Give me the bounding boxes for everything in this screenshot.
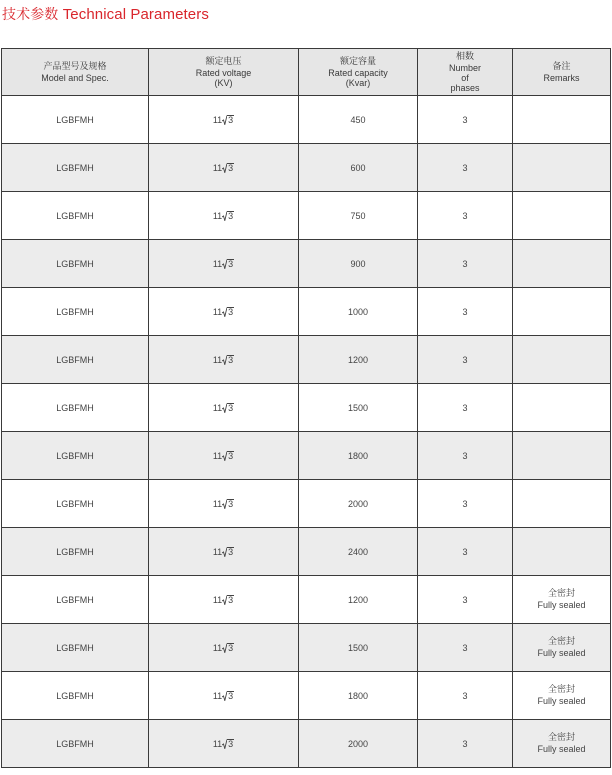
cell-rated-capacity: 1800 [299, 432, 418, 480]
header-rated-voltage [149, 49, 299, 96]
cell-rated-voltage [149, 480, 299, 528]
voltage-radicand: 3 [228, 402, 234, 413]
voltage-expression [213, 163, 234, 173]
cell-rated-capacity: 2400 [299, 528, 418, 576]
voltage-coefficient: 11 [212, 354, 223, 365]
cell-phases: 3 [418, 624, 513, 672]
voltage-coefficient: 11 [212, 594, 223, 605]
cell-remarks [513, 720, 611, 768]
cell-remarks [513, 528, 611, 576]
cell-phases: 3 [418, 720, 513, 768]
cell-model: LGBFMH [2, 480, 149, 528]
cell-rated-voltage [149, 240, 299, 288]
cell-remarks [513, 288, 611, 336]
cell-remarks [513, 432, 611, 480]
cell-remarks [513, 144, 611, 192]
table-row [2, 192, 611, 240]
header-model-en: Model and Spec. [41, 72, 109, 83]
cell-phases: 3 [418, 336, 513, 384]
table-row [2, 480, 611, 528]
voltage-radicand: 3 [228, 354, 234, 365]
voltage-expression [213, 403, 234, 413]
header-rated-capacity [299, 49, 418, 96]
voltage-coefficient: 11 [212, 306, 223, 317]
voltage-radicand: 3 [228, 306, 234, 317]
voltage-coefficient: 11 [212, 546, 223, 557]
header-remarks [513, 49, 611, 96]
remark-zh: 全密封 [547, 636, 575, 647]
voltage-expression [213, 499, 234, 509]
page-title-en: Technical Parameters [62, 6, 209, 23]
table-body [2, 96, 611, 768]
voltage-coefficient: 11 [212, 498, 223, 509]
cell-rated-capacity: 750 [299, 192, 418, 240]
cell-phases: 3 [418, 96, 513, 144]
cell-model: LGBFMH [2, 672, 149, 720]
cell-phases: 3 [418, 240, 513, 288]
cell-phases: 3 [418, 528, 513, 576]
cell-rated-capacity: 2000 [299, 720, 418, 768]
voltage-radicand: 3 [228, 738, 234, 749]
header-remarks-zh: 备注 [552, 61, 571, 72]
header-model-zh: 产品型号及规格 [43, 61, 107, 72]
header-capacity-en-1: Rated capacity [328, 67, 388, 78]
cell-phases: 3 [418, 432, 513, 480]
cell-rated-capacity: 600 [299, 144, 418, 192]
cell-model: LGBFMH [2, 624, 149, 672]
cell-rated-voltage [149, 672, 299, 720]
voltage-expression [213, 643, 234, 653]
cell-model: LGBFMH [2, 720, 149, 768]
cell-remarks [513, 480, 611, 528]
table-row [2, 240, 611, 288]
cell-phases: 3 [418, 144, 513, 192]
table-row [2, 576, 611, 624]
cell-rated-voltage [149, 288, 299, 336]
cell-model: LGBFMH [2, 336, 149, 384]
voltage-coefficient: 11 [212, 162, 223, 173]
cell-rated-capacity: 1500 [299, 624, 418, 672]
cell-phases: 3 [418, 672, 513, 720]
page-title [2, 4, 209, 24]
table-row [2, 624, 611, 672]
remark-en: Fully sealed [537, 743, 586, 754]
remark-zh: 全密封 [547, 732, 575, 743]
technical-parameters-table [1, 48, 611, 768]
table-row [2, 288, 611, 336]
remark-zh: 全密封 [547, 588, 575, 599]
cell-phases: 3 [418, 480, 513, 528]
remark-en: Fully sealed [537, 647, 586, 658]
voltage-expression [213, 547, 234, 557]
voltage-radicand: 3 [228, 258, 234, 269]
voltage-expression [213, 739, 234, 749]
voltage-coefficient: 11 [212, 450, 223, 461]
table-row [2, 96, 611, 144]
cell-rated-voltage [149, 720, 299, 768]
voltage-radicand: 3 [228, 114, 234, 125]
voltage-radicand: 3 [228, 450, 234, 461]
voltage-radicand: 3 [228, 594, 234, 605]
table-row [2, 144, 611, 192]
header-voltage-zh: 额定电压 [205, 56, 242, 67]
cell-remarks [513, 240, 611, 288]
voltage-coefficient: 11 [212, 738, 223, 749]
table-row [2, 528, 611, 576]
cell-model: LGBFMH [2, 528, 149, 576]
cell-remarks [513, 384, 611, 432]
cell-remarks [513, 96, 611, 144]
voltage-expression [213, 211, 234, 221]
voltage-coefficient: 11 [212, 210, 223, 221]
voltage-expression [213, 451, 234, 461]
cell-rated-capacity: 1200 [299, 576, 418, 624]
header-voltage-en-2: (KV) [214, 77, 233, 88]
cell-phases: 3 [418, 384, 513, 432]
voltage-coefficient: 11 [212, 642, 223, 653]
cell-rated-voltage [149, 144, 299, 192]
cell-remarks [513, 192, 611, 240]
cell-model: LGBFMH [2, 288, 149, 336]
header-voltage-en-1: Rated voltage [195, 67, 252, 78]
cell-remarks [513, 624, 611, 672]
cell-model: LGBFMH [2, 384, 149, 432]
cell-model: LGBFMH [2, 576, 149, 624]
cell-model: LGBFMH [2, 192, 149, 240]
cell-model: LGBFMH [2, 432, 149, 480]
cell-model: LGBFMH [2, 96, 149, 144]
table-row [2, 432, 611, 480]
voltage-radicand: 3 [228, 690, 234, 701]
voltage-radicand: 3 [228, 642, 234, 653]
cell-rated-capacity: 2000 [299, 480, 418, 528]
remark-en: Fully sealed [537, 695, 586, 706]
voltage-radicand: 3 [228, 498, 234, 509]
cell-rated-capacity: 1000 [299, 288, 418, 336]
header-phases-en-2: of [461, 72, 469, 83]
cell-rated-voltage [149, 624, 299, 672]
voltage-expression [213, 595, 234, 605]
voltage-expression [213, 691, 234, 701]
table-row [2, 336, 611, 384]
header-phases [418, 49, 513, 96]
voltage-radicand: 3 [228, 162, 234, 173]
cell-remarks [513, 576, 611, 624]
table-row [2, 720, 611, 768]
cell-rated-voltage [149, 528, 299, 576]
header-phases-en-3: phases [450, 82, 480, 93]
voltage-coefficient: 11 [212, 690, 223, 701]
remark-zh: 全密封 [547, 684, 575, 695]
voltage-coefficient: 11 [212, 114, 223, 125]
header-phases-zh: 相数 [455, 51, 474, 62]
cell-rated-capacity: 450 [299, 96, 418, 144]
cell-model: LGBFMH [2, 144, 149, 192]
voltage-radicand: 3 [228, 210, 234, 221]
table-row [2, 384, 611, 432]
voltage-expression [213, 115, 234, 125]
header-capacity-zh: 额定容量 [339, 56, 376, 67]
voltage-expression [213, 355, 234, 365]
table-header-row [2, 49, 611, 96]
remark-en: Fully sealed [537, 599, 586, 610]
header-remarks-en: Remarks [543, 72, 580, 83]
page-title-zh: 技术参数 [2, 7, 59, 23]
cell-rated-voltage [149, 432, 299, 480]
voltage-expression [213, 307, 234, 317]
cell-remarks [513, 672, 611, 720]
cell-model: LGBFMH [2, 240, 149, 288]
cell-rated-voltage [149, 336, 299, 384]
cell-phases: 3 [418, 192, 513, 240]
voltage-expression [213, 259, 234, 269]
voltage-radicand: 3 [228, 546, 234, 557]
cell-remarks [513, 336, 611, 384]
cell-rated-capacity: 1800 [299, 672, 418, 720]
voltage-coefficient: 11 [212, 402, 223, 413]
header-phases-en-1: Number [448, 62, 481, 73]
cell-rated-capacity: 1500 [299, 384, 418, 432]
cell-rated-voltage [149, 384, 299, 432]
table-row [2, 672, 611, 720]
cell-rated-voltage [149, 576, 299, 624]
cell-phases: 3 [418, 288, 513, 336]
cell-rated-voltage [149, 96, 299, 144]
cell-rated-voltage [149, 192, 299, 240]
cell-rated-capacity: 1200 [299, 336, 418, 384]
cell-phases: 3 [418, 576, 513, 624]
header-model [2, 49, 149, 96]
header-capacity-en-2: (Kvar) [345, 77, 371, 88]
cell-rated-capacity: 900 [299, 240, 418, 288]
voltage-coefficient: 11 [212, 258, 223, 269]
